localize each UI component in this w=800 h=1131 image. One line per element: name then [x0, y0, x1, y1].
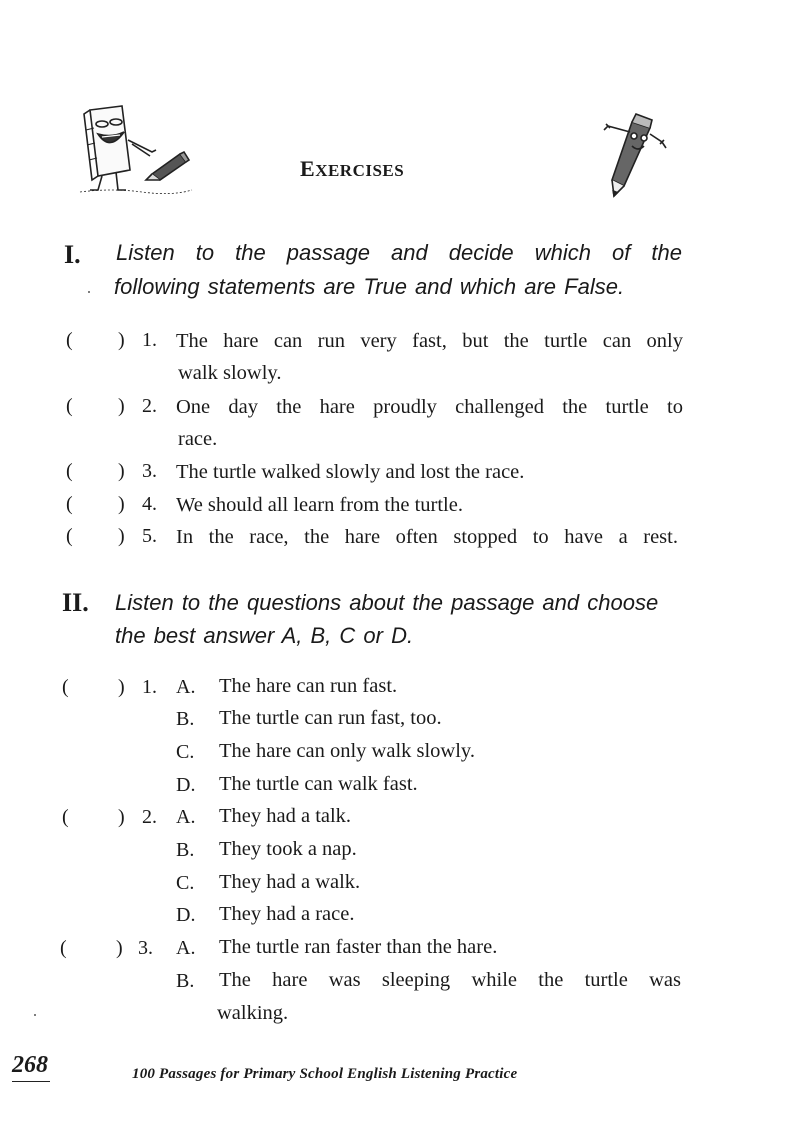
statement-text: We should all learn from the turtle. [176, 494, 463, 516]
answer-paren-open[interactable]: ( [66, 395, 73, 417]
stray-dot [34, 1014, 36, 1016]
pencil-cartoon-icon [598, 108, 670, 198]
page-title: EXERCISES [300, 156, 405, 181]
statement-text: The hare can run very fast, but the turtle can only [176, 330, 683, 352]
option-text: They had a race. [219, 903, 355, 925]
answer-paren-open[interactable]: ( [66, 493, 73, 515]
answer-paren-open[interactable]: ( [66, 525, 73, 547]
option-text: The hare was sleeping while the turtle was [219, 969, 681, 991]
page-number-underline [12, 1081, 50, 1082]
question-number: 2. [142, 806, 157, 828]
section-1-instruction-line1: Listen to the passage and decide which of the [116, 240, 682, 265]
option-letter: A. [176, 676, 196, 698]
section-2-number: II. [62, 588, 89, 617]
statement-text-cont: race. [178, 428, 218, 450]
answer-paren-close: ) [118, 493, 125, 515]
section-1-number: I. [64, 240, 81, 269]
option-letter: C. [176, 741, 195, 763]
answer-paren-open[interactable]: ( [62, 806, 69, 828]
option-letter: B. [176, 970, 195, 992]
option-letter: B. [176, 708, 195, 730]
option-text: The turtle ran faster than the hare. [219, 936, 498, 958]
item-number: 4. [142, 493, 157, 515]
option-text: The turtle can run fast, too. [219, 707, 442, 729]
option-text: They had a talk. [219, 805, 352, 827]
option-text: The turtle can walk fast. [219, 773, 418, 795]
statement-text: One day the hare proudly challenged the turtle to [176, 396, 683, 418]
item-number: 1. [142, 329, 157, 351]
statement-text: In the race, the hare often stopped to have a rest. [176, 526, 678, 548]
option-text-cont: walking. [217, 1002, 289, 1024]
option-letter: A. [176, 806, 196, 828]
statement-text-cont: walk slowly. [178, 362, 282, 384]
question-number: 3. [138, 937, 153, 959]
answer-paren-close: ) [118, 676, 125, 698]
item-number: 5. [142, 525, 157, 547]
option-letter: A. [176, 937, 196, 959]
option-letter: C. [176, 872, 195, 894]
laughing-book-cartoon-icon [72, 100, 197, 195]
section-2-instruction-line1: Listen to the questions about the passage and choose [115, 590, 659, 615]
statement-text: The turtle walked slowly and lost the race. [176, 461, 525, 483]
question-number: 1. [142, 676, 157, 698]
answer-paren-close: ) [118, 806, 125, 828]
answer-paren-open[interactable]: ( [66, 329, 73, 351]
option-letter: B. [176, 839, 195, 861]
section-1-instruction-line2: following statements are True and which are False. [114, 274, 625, 299]
book-title-footer: 100 Passages for Primary School English Listening Practice [132, 1066, 518, 1082]
answer-paren-close: ) [118, 460, 125, 482]
stray-dot [88, 291, 90, 293]
answer-paren-open[interactable]: ( [62, 676, 69, 698]
option-text: They took a nap. [219, 838, 357, 860]
answer-paren-close: ) [118, 329, 125, 351]
option-text: The hare can run fast. [219, 675, 398, 697]
answer-paren-close: ) [118, 525, 125, 547]
answer-paren-close: ) [116, 937, 123, 959]
answer-paren-open[interactable]: ( [60, 937, 67, 959]
option-text: They had a walk. [219, 871, 361, 893]
item-number: 3. [142, 460, 157, 482]
item-number: 2. [142, 395, 157, 417]
option-letter: D. [176, 774, 196, 796]
page-number: 268 [12, 1052, 48, 1078]
section-2-instruction-line2: the best answer A, B, C or D. [115, 623, 414, 648]
option-text: The hare can only walk slowly. [219, 740, 475, 762]
answer-paren-open[interactable]: ( [66, 460, 73, 482]
option-letter: D. [176, 904, 196, 926]
answer-paren-close: ) [118, 395, 125, 417]
